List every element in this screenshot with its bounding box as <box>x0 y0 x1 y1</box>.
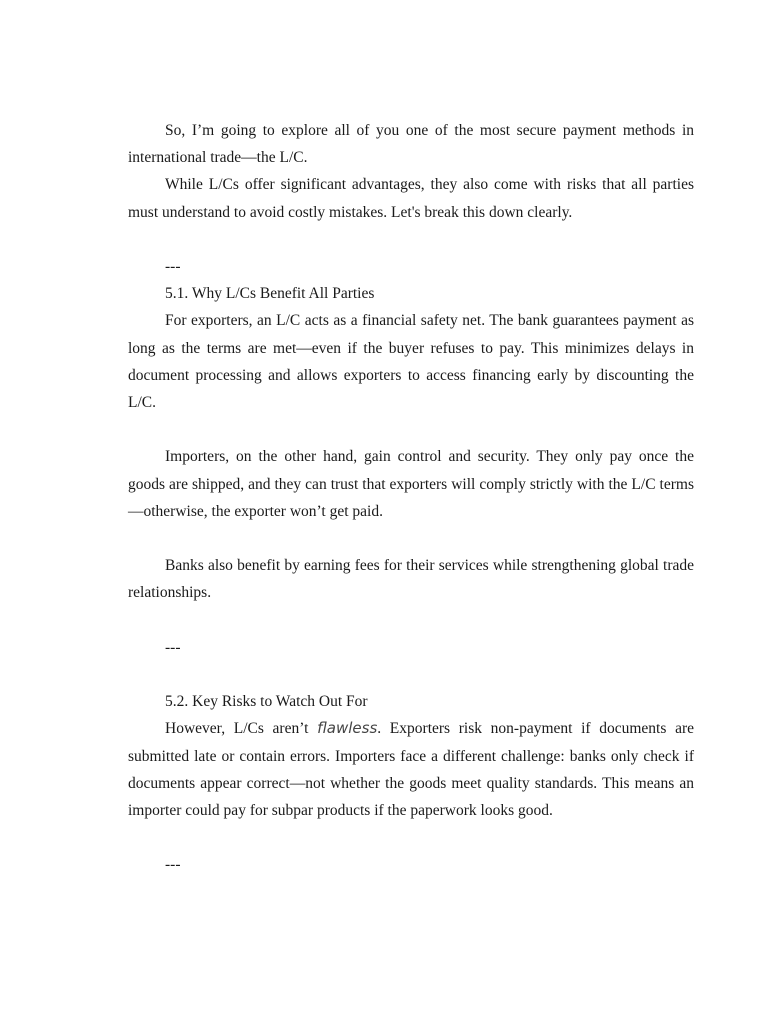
section-1-paragraph-importers: Importers, on the other hand, gain control and security. They only pay once the goods are shipped, and they can trust that exporters will comply strictly with the L/C terms—otherwise, the exporter won’t get paid. <box>128 448 694 520</box>
risks-text-start: However, L/Cs aren’t <box>165 720 318 738</box>
section-2-paragraph-risks <box>128 715 694 824</box>
blank-line <box>128 607 694 634</box>
section-separator: --- <box>165 638 181 656</box>
section-1-paragraph-exporters: For exporters, an L/C acts as a financial safety net. The bank guarantees payment as long as the terms are met—even if the buyer refuses to pay. This minimizes delays in document processing and allows exporters to access financing early by discounting the L/C. <box>128 312 694 412</box>
intro-paragraph-1: So, I’m going to explore all of you one of the most secure payment methods in international trade—the L/C. <box>128 122 694 167</box>
intro-paragraph-2: While L/Cs offer significant advantages, they also come with risks that all parties must understand to avoid costly mistakes. Let's break this down clearly. <box>128 176 694 221</box>
section-1-heading: 5.1. Why L/Cs Benefit All Parties <box>165 285 375 303</box>
document-page <box>128 117 694 879</box>
blank-line <box>128 416 694 443</box>
blank-line <box>128 525 694 552</box>
section-separator: --- <box>165 258 181 275</box>
blank-line <box>128 824 694 851</box>
section-2-heading: 5.2. Key Risks to Watch Out For <box>165 693 368 711</box>
blank-line <box>128 661 694 688</box>
section-separator: --- <box>165 856 181 874</box>
section-1-paragraph-banks: Banks also benefit by earning fees for their services while strengthening global trade relationships. <box>128 557 694 602</box>
risks-emphasis: flawless <box>317 719 378 738</box>
risks-text-rest: . Exporters risk non-payment if documents are submitted late or contain errors. Importers face a different challenge: banks only check if documents appear correct—not whether the goods meet quality standards. This means an importer could pay for subpar products if the paperwork looks good. <box>128 720 694 819</box>
blank-line <box>128 226 694 253</box>
